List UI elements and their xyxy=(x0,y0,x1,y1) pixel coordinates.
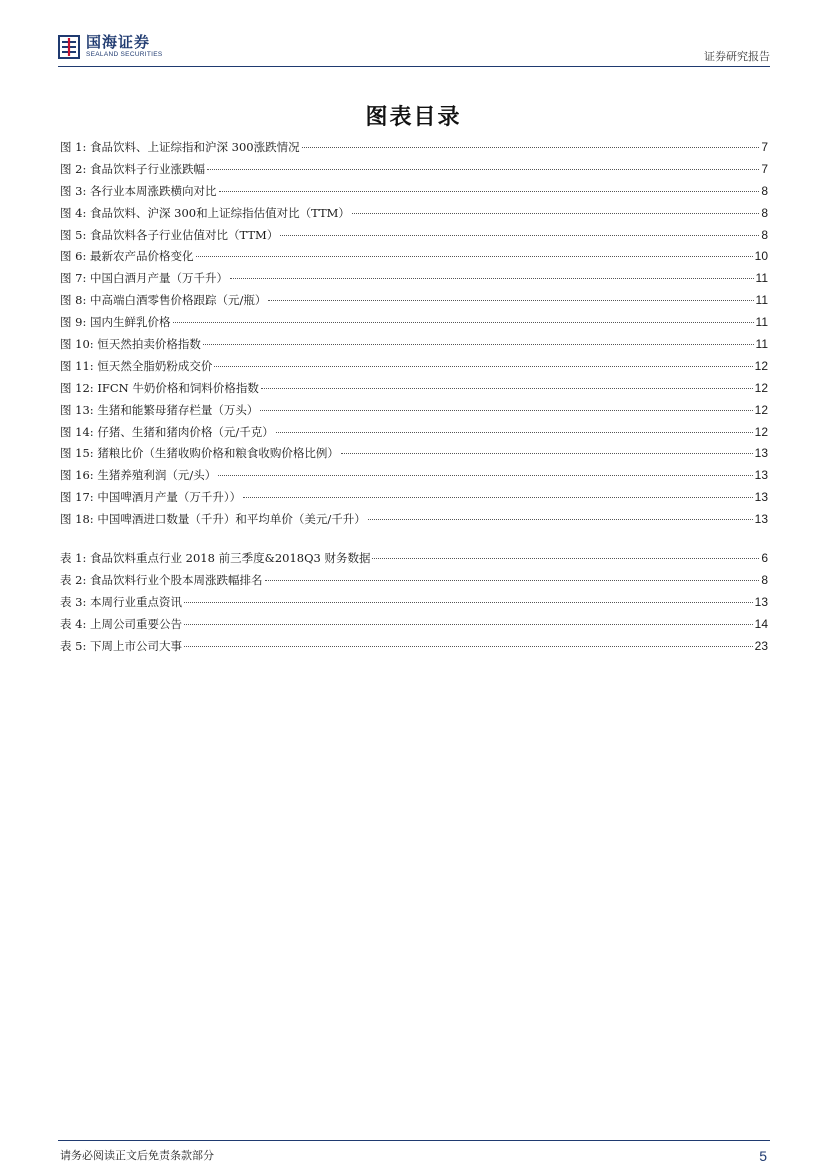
dot-leader xyxy=(184,624,753,625)
footer-divider xyxy=(58,1140,770,1141)
figure-entry-page: 11 xyxy=(755,271,768,286)
figure-entry[interactable] xyxy=(60,225,768,247)
figure-entry[interactable] xyxy=(60,290,768,312)
figure-entry[interactable] xyxy=(60,356,768,378)
dot-leader xyxy=(230,278,754,279)
figure-entry[interactable] xyxy=(60,181,768,203)
figure-entry-page: 13 xyxy=(754,512,768,527)
figure-entry-page: 8 xyxy=(761,205,768,220)
dot-leader xyxy=(302,147,760,148)
figure-list xyxy=(60,137,768,531)
table-entry[interactable] xyxy=(60,570,768,592)
document-type: 证券研究报告 xyxy=(704,50,770,63)
figure-entry-label: 图 2: 食品饮料子行业涨跌幅 xyxy=(60,161,206,176)
dot-leader xyxy=(214,366,752,367)
dot-leader xyxy=(268,300,753,301)
dot-leader xyxy=(219,191,760,192)
figure-entry-label: 图 16: 生猪养殖利润（元/头） xyxy=(60,468,217,483)
figure-entry-label: 图 13: 生猪和能繁母猪存栏量（万头） xyxy=(60,402,259,417)
dot-leader xyxy=(261,388,753,389)
dot-leader xyxy=(184,602,753,603)
dot-leader xyxy=(276,432,753,433)
table-entry[interactable] xyxy=(60,548,768,570)
company-logo xyxy=(58,34,163,59)
figure-entry[interactable] xyxy=(60,203,768,225)
figure-entry-label: 图 11: 恒天然全脂奶粉成交价 xyxy=(60,358,213,373)
figure-entry-label: 图 15: 猪粮比价（生猪收购价格和粮食收购价格比例） xyxy=(60,446,339,461)
table-entry[interactable] xyxy=(60,614,768,636)
table-entry-label: 表 3: 本周行业重点资讯 xyxy=(60,594,183,609)
dot-leader xyxy=(260,410,752,411)
dot-leader xyxy=(173,322,754,323)
figure-entry-page: 8 xyxy=(761,183,768,198)
table-entry-label: 表 2: 食品饮料行业个股本周涨跌幅排名 xyxy=(60,572,263,587)
figure-entry-page: 7 xyxy=(761,161,768,176)
dot-leader xyxy=(243,497,753,498)
dot-leader xyxy=(196,256,753,257)
figure-entry-label: 图 6: 最新农产品价格变化 xyxy=(60,249,194,264)
figure-entry-label: 图 1: 食品饮料、上证综指和沪深 300涨跌情况 xyxy=(60,140,300,154)
table-entry-label: 表 1: 食品饮料重点行业 2018 前三季度&2018Q3 财务数据 xyxy=(60,551,371,565)
figure-entry-label: 图 14: 仔猪、生猪和猪肉价格（元/千克） xyxy=(60,424,274,439)
table-entry-page: 14 xyxy=(754,616,768,631)
table-entry[interactable] xyxy=(60,636,768,658)
figure-entry-page: 10 xyxy=(754,249,768,264)
table-entry-page: 13 xyxy=(754,594,768,609)
header-divider xyxy=(58,66,770,67)
figure-entry[interactable] xyxy=(60,334,768,356)
figure-entry[interactable] xyxy=(60,268,768,290)
dot-leader xyxy=(207,169,759,170)
figure-entry-page: 13 xyxy=(754,468,768,483)
table-entry-page: 6 xyxy=(761,551,768,565)
figure-entry-label: 图 3: 各行业本周涨跌横向对比 xyxy=(60,183,217,198)
figure-entry-page: 8 xyxy=(761,227,768,242)
figure-entry-page: 13 xyxy=(754,490,768,505)
table-entry-label: 表 4: 上周公司重要公告 xyxy=(60,616,183,631)
figure-entry[interactable] xyxy=(60,378,768,400)
figure-entry-page: 13 xyxy=(754,446,768,461)
figure-entry-label: 图 9: 国内生鲜乳价格 xyxy=(60,315,171,330)
logo-name-en: SEALAND SECURITIES xyxy=(86,51,163,58)
page-title: 图表目录 xyxy=(365,105,462,130)
figure-entry-label: 图 4: 食品饮料、沪深 300和上证综指估值对比（TTM） xyxy=(60,205,350,220)
dot-leader xyxy=(352,213,759,214)
dot-leader xyxy=(218,475,752,476)
figure-entry[interactable] xyxy=(60,487,768,509)
footer-disclaimer: 请务必阅读正文后免责条款部分 xyxy=(60,1149,214,1162)
dot-leader xyxy=(280,235,759,236)
figure-entry-page: 12 xyxy=(754,358,768,373)
figure-entry-label: 图 12: IFCN 牛奶价格和饲料价格指数 xyxy=(60,380,259,395)
figure-entry-label: 图 10: 恒天然拍卖价格指数 xyxy=(60,337,201,352)
table-entry-page: 8 xyxy=(761,572,768,587)
figure-entry-page: 11 xyxy=(755,293,768,308)
figure-entry-label: 图 8: 中高端白酒零售价格跟踪（元/瓶） xyxy=(60,293,267,308)
figure-entry-page: 11 xyxy=(755,315,768,330)
figure-entry-page: 12 xyxy=(754,424,768,439)
figure-entry-page: 11 xyxy=(755,337,768,352)
logo-name-cn: 国海证券 xyxy=(86,33,151,51)
figure-entry[interactable] xyxy=(60,246,768,268)
dot-leader xyxy=(265,580,760,581)
dot-leader xyxy=(203,344,754,345)
dot-leader xyxy=(368,519,753,520)
figure-entry-page: 12 xyxy=(754,402,768,417)
figure-entry[interactable] xyxy=(60,465,768,487)
dot-leader xyxy=(341,453,753,454)
dot-leader xyxy=(184,646,753,647)
figure-entry[interactable] xyxy=(60,422,768,444)
figure-entry-label: 图 17: 中国啤酒月产量（万千升）） xyxy=(60,490,242,505)
page-header xyxy=(58,34,770,68)
figure-entry[interactable] xyxy=(60,159,768,181)
figure-entry-label: 图 7: 中国白酒月产量（万千升） xyxy=(60,271,229,286)
figure-entry[interactable] xyxy=(60,509,768,531)
figure-entry-page: 7 xyxy=(761,140,768,154)
figure-entry[interactable] xyxy=(60,443,768,465)
figure-entry[interactable] xyxy=(60,137,768,159)
figure-entry-label: 图 5: 食品饮料各子行业估值对比（TTM） xyxy=(60,227,279,242)
table-list xyxy=(60,548,768,657)
table-entry[interactable] xyxy=(60,592,768,614)
dot-leader xyxy=(372,558,759,559)
page-number: 5 xyxy=(759,1148,767,1164)
figure-entry-page: 12 xyxy=(754,380,768,395)
table-entry-page: 23 xyxy=(754,638,768,653)
logo-icon xyxy=(58,35,80,59)
figure-entry[interactable] xyxy=(60,312,768,334)
figure-entry[interactable] xyxy=(60,400,768,422)
figure-entry-label: 图 18: 中国啤酒进口数量（千升）和平均单价（美元/千升） xyxy=(60,512,366,527)
table-entry-label: 表 5: 下周上市公司大事 xyxy=(60,638,183,653)
